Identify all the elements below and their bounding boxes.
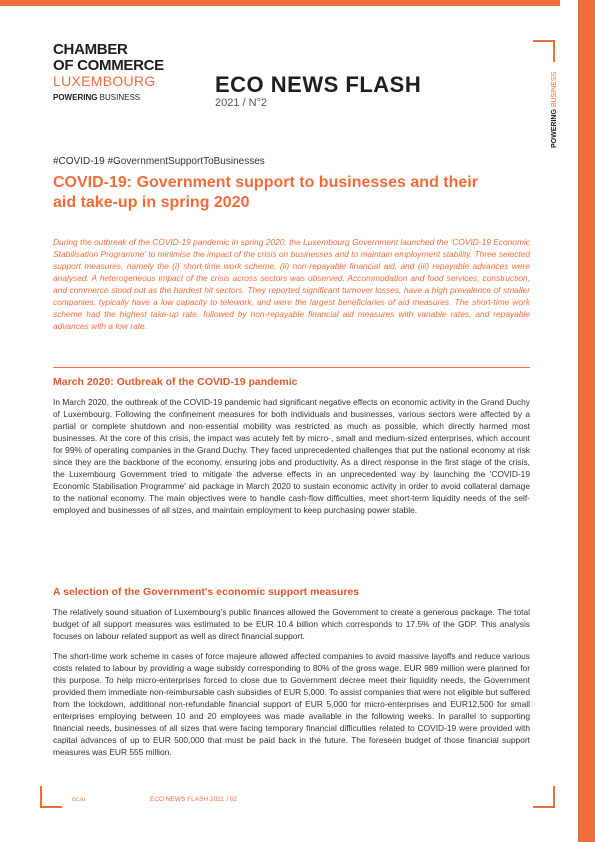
section-support-paragraph-1: The relatively sound situation of Luxembourg's public finances allowed the Government to create a generous package. The total budget of all support measures was estimated to be EUR 10.4 billion which corresponds to 17.5% of the GDP. This analysis focuses on labour related support as well as direct financial support.: [53, 607, 530, 641]
logo-line-1: CHAMBER: [53, 41, 128, 58]
hashtags: #COVID-19 #GovernmentSupportToBusinesses: [53, 156, 265, 167]
section-outbreak: [53, 376, 530, 524]
section-support-paragraph-2: The short-time work scheme in cases of force majeure allowed affected companies to avoid massive layoffs and reduce various costs related to labour by providing a wage subsidy corresponding to 80% of the gross wage. EUR 989 million were planned for this purpose. To help micro-enterprises forced to close due to Government decree meet their liquidity needs, the Government provided them immediate non-reimbursable cash subsidies of EUR 5,000. To assist companies that were not eligible but suffered from the lockdown, additional non-refundable financial support of EUR 5,000 for micro-enterprises and EUR12,500 for small enterprises employing between 10 and 20 employees was made available in the following weeks. In parallel to supporting financial needs, businesses of all sizes that were facing temporary financial difficulties related to COVID-19 were provided with capital advances of up to EUR 500,000 that must be paid back in the future. The foreseen budget of those financial support measures was EUR 555 million.: [53, 651, 530, 757]
right-accent-bar: [578, 0, 595, 842]
logo-tagline-bold: POWERING: [53, 93, 98, 102]
section-outbreak-paragraph: In March 2020, the outbreak of the COVID-19 pandemic had significant negative effects on economic activity in the Grand Duchy of Luxembourg. Following the confinement measures for both individuals and businesses, various sectors were affected by a partial or complete shutdown and non-essential mobility was restricted as much as possible, which directly harmed most businesses. At the core of this crisis, the impact was acutely felt by micro-, small and medium-sized enterprises, which account for 99% of operating companies in the Grand Duchy. They faced unprecedented challenges that put the national economy at risk since they are the backbone of the economy, ensuring jobs and productivity. As a direct response in the first stage of the crisis, the Luxembourg Government tried to mitigate the adverse effects in an unprecedented way by launching the 'COVID-19 Economic Stabilisation Programme' aid package in March 2020 to sustain economic activity in order to avoid collateral damage to the national economy. The main objectives were to handle cash-flow difficulties, meet short-term liquidity needs of the self-employed and businesses of all sizes, and maintain employment to keep purchasing power stable.: [53, 397, 530, 515]
top-accent-bar: [0, 0, 560, 6]
footer-page-number: 1: [552, 796, 556, 803]
chamber-of-commerce-logo: [53, 42, 173, 104]
logo-line-3: LUXEMBOURG: [53, 73, 156, 89]
article-abstract: During the outbreak of the COVID-19 pandemic in spring 2020, the Luxembourg Government launched the 'COVID-19 Economic Stabilisation Programme' to minimise the impact of the crisis on businesses and to maintain employment stability. Three selected support measures, namely the (i) short-time work scheme, (ii) non-repayable financial aid, and (iii) repayable advances were analysed. A heterogeneous impact of the crisis across sectors was observed. Accommodation and food services, construction, and commerce stood out as the hardest hit sectors. They reported significant turnover losses, have a high prevalence of smaller companies, typically have a low capacity to telework, and were the largest beneficiaries of aid measures. The short-time work scheme had the highest take-up rate, followed by non-repayable financial aid measures with variable rates, and repayable advances with a low rate.: [53, 237, 530, 331]
footer-site-link[interactable]: cc.lu: [72, 796, 86, 803]
logo-tagline: [53, 92, 173, 104]
issue-number: 2021 / N°2: [215, 97, 268, 109]
corner-mark-top-right: [533, 40, 555, 62]
logo-line-2: OF COMMERCE: [53, 57, 164, 74]
corner-mark-bottom-left: [40, 786, 62, 808]
logo-tagline-rest: BUSINESS: [97, 93, 141, 102]
vertical-tagline: [551, 72, 563, 172]
abstract-divider: [53, 367, 530, 368]
section-support-measures: [53, 586, 530, 766]
footer-edition: ECO NEWS FLASH 2021 / 02: [150, 796, 238, 803]
section-heading-outbreak: March 2020: Outbreak of the COVID-19 pandemic: [53, 376, 298, 388]
article-title: COVID-19: Government support to businesses and their aid take-up in spring 2020: [53, 174, 478, 211]
newsletter-title: ECO NEWS FLASH: [215, 72, 422, 97]
vertical-tagline-bold: POWERING: [551, 109, 558, 149]
section-heading-support: A selection of the Government's economic support measures: [53, 586, 360, 598]
vertical-tagline-rest: BUSINESS: [551, 72, 558, 110]
